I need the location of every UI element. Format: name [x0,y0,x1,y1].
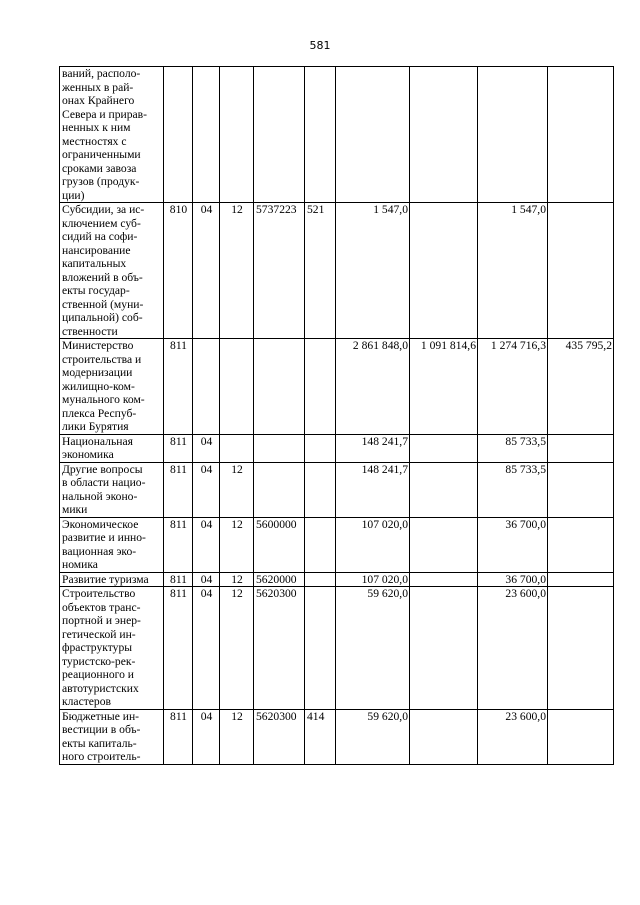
amount-1: 107 020,0 [336,517,410,572]
item-name-line: грузов (продук- [62,175,140,188]
item-name-line: Национальная [62,434,133,448]
table-row [60,339,614,435]
item-name-line: ключением суб- [62,216,141,230]
expense-type-code [305,462,336,517]
amount-2 [410,67,478,203]
subsection-code: 12 [220,587,254,710]
amount-4 [548,462,614,517]
item-name-line: строительства и [62,352,142,366]
item-name [60,709,164,764]
amount-3 [478,67,548,203]
subsection-code: 12 [220,462,254,517]
amount-2 [410,709,478,764]
table-row [60,587,614,710]
item-name-line: Субсидии, за ис- [62,203,145,216]
target-article-code: 5620300 [254,587,305,710]
amount-1 [336,67,410,203]
item-name-line: развитие и инно- [62,531,146,544]
item-name-line: ственной (муни- [62,297,144,311]
item-name-line: в области нацио- [62,476,146,489]
ministry-code: 811 [164,462,193,517]
section-code: 04 [193,572,220,587]
item-name-line: реационного и [62,668,135,681]
section-code: 04 [193,462,220,517]
item-name-line: ции) [62,188,85,202]
amount-1: 148 241,7 [336,434,410,462]
amount-1: 107 020,0 [336,572,410,587]
item-name-line: ципальной) соб- [62,311,143,324]
target-article-code [254,462,305,517]
item-name-line: Севера и прирав- [62,107,148,121]
item-name-line: онах Крайнего [62,94,135,107]
item-name-line: жилищно-ком- [62,379,135,393]
subsection-code: 12 [220,517,254,572]
item-name-line: Строительство [62,587,136,600]
ministry-code: 811 [164,709,193,764]
amount-4 [548,67,614,203]
item-name [60,572,164,587]
item-name-line: туристско-рек- [62,654,136,668]
amount-2 [410,572,478,587]
item-name-line: нальной эконо- [62,489,138,503]
item-name-line: объектов транс- [62,600,141,614]
table-body [60,67,614,765]
table-row [60,67,614,203]
target-article-code [254,339,305,435]
item-name-line: женных в рай- [62,80,134,94]
amount-3: 85 733,5 [478,434,548,462]
subsection-code [220,434,254,462]
ministry-code: 811 [164,572,193,587]
expense-type-code [305,517,336,572]
item-name-line: мики [62,503,88,516]
section-code: 04 [193,587,220,710]
target-article-code: 5600000 [254,517,305,572]
item-name-line: автотуристских [62,681,139,695]
subsection-code: 12 [220,709,254,764]
target-article-code: 5620300 [254,709,305,764]
amount-2 [410,203,478,339]
item-name [60,462,164,517]
ministry-code: 811 [164,517,193,572]
item-name-line: модернизации [62,366,133,379]
target-article-code: 5620000 [254,572,305,587]
item-name-line: экономика [62,448,114,461]
amount-3: 23 600,0 [478,587,548,710]
section-code: 04 [193,517,220,572]
amount-1: 59 620,0 [336,587,410,710]
item-name-line: ного строитель- [62,750,141,763]
amount-4 [548,434,614,462]
item-name-line: лики Бурятия [62,420,129,433]
table-row [60,203,614,339]
item-name-line: Бюджетные ин- [62,709,140,723]
section-code [193,339,220,435]
subsection-code [220,339,254,435]
item-name-line: фраструктуры [62,641,133,654]
amount-1: 59 620,0 [336,709,410,764]
section-code: 04 [193,203,220,339]
amount-2: 1 091 814,6 [410,339,478,435]
table-row [60,462,614,517]
amount-1: 148 241,7 [336,462,410,517]
expense-type-code: 414 [305,709,336,764]
item-name-line: екты капиталь- [62,736,137,750]
item-name-line: ограниченными [62,148,141,161]
ministry-code: 811 [164,434,193,462]
subsection-code: 12 [220,572,254,587]
amount-2 [410,462,478,517]
target-article-code [254,67,305,203]
item-name-line: ственности [62,324,118,338]
table-row [60,572,614,587]
table-row [60,517,614,572]
subsection-code: 12 [220,203,254,339]
item-name-line: капитальных [62,257,127,270]
amount-1: 1 547,0 [336,203,410,339]
amount-4 [548,517,614,572]
item-name-line: портной и энер- [62,614,141,627]
budget-table [59,66,614,765]
item-name-line: вестиции в объ- [62,723,141,736]
item-name [60,434,164,462]
expense-type-code [305,587,336,710]
amount-4 [548,203,614,339]
section-code [193,67,220,203]
item-name-line: плекса Респуб- [62,406,137,420]
item-name-line: мунального ком- [62,393,145,406]
ministry-code: 811 [164,339,193,435]
item-name-line: сидий на софи- [62,230,138,243]
item-name-line: сроками завоза [62,161,137,175]
page-number: 581 [309,39,331,52]
table-row [60,434,614,462]
expense-type-code [305,339,336,435]
target-article-code [254,434,305,462]
item-name-line: местностях с [62,134,127,148]
item-name-line: екты государ- [62,284,130,297]
amount-4 [548,709,614,764]
amount-4: 435 795,2 [548,339,614,435]
expense-type-code [305,434,336,462]
item-name [60,339,164,435]
item-name-line: вационная эко- [62,544,137,558]
section-code: 04 [193,434,220,462]
item-name-line: Развитие туризма [62,572,149,586]
item-name-line: нансирование [62,243,131,257]
item-name-line: кластеров [62,695,111,708]
amount-1: 2 861 848,0 [336,339,410,435]
item-name-line: Министерство [62,339,134,352]
amount-2 [410,587,478,710]
item-name-line: гетической ин- [62,627,136,641]
amount-2 [410,517,478,572]
item-name-line: ненных к ним [62,121,131,134]
subsection-code [220,67,254,203]
item-name [60,203,164,339]
ministry-code: 810 [164,203,193,339]
amount-4 [548,587,614,710]
table-row [60,709,614,764]
amount-3: 36 700,0 [478,572,548,587]
amount-3: 23 600,0 [478,709,548,764]
item-name-line: Экономическое [62,517,139,531]
expense-type-code: 521 [305,203,336,339]
item-name-line: Другие вопросы [62,462,143,476]
expense-type-code [305,572,336,587]
ministry-code: 811 [164,587,193,710]
section-code: 04 [193,709,220,764]
amount-3: 1 274 716,3 [478,339,548,435]
amount-2 [410,434,478,462]
amount-3: 85 733,5 [478,462,548,517]
amount-3: 1 547,0 [478,203,548,339]
expense-type-code [305,67,336,203]
amount-4 [548,572,614,587]
item-name [60,587,164,710]
item-name-line: вложений в объ- [62,270,143,284]
item-name-line: ваний, располо- [62,67,141,80]
ministry-code [164,67,193,203]
item-name [60,517,164,572]
item-name [60,67,164,203]
item-name-line: номика [62,558,98,571]
amount-3: 36 700,0 [478,517,548,572]
target-article-code: 5737223 [254,203,305,339]
